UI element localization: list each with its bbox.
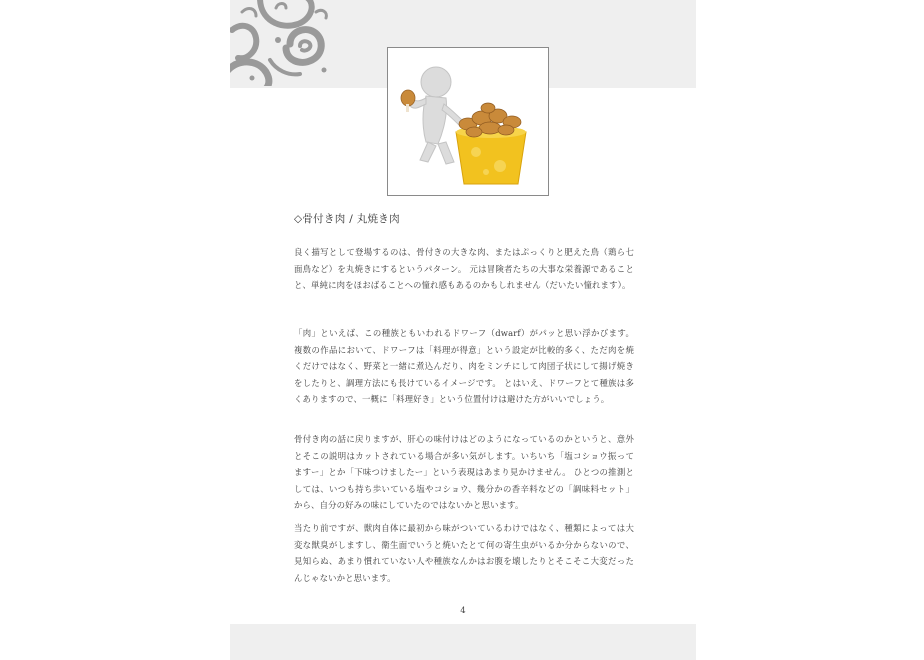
paragraph: 骨付き肉の話に戻りますが、肝心の味付けはどのようになっているのかというと、意外とそこの説明はカットされている場合が多い気がします。いちいち「塩コショウ振ってますー」とか「下味つけましたー」という表現はあまり見かけません。 ひとつの推測としては、いつも持ち歩いている塩やコショウ、幾分かの香辛料などの「調味料セット」から、自分の好みの味にしていたのではないかと思います。 (294, 434, 634, 511)
paragraph: 「肉」といえば、この種族ともいわれるドワーフ（dwarf）がパッと思い浮かびます。 複数の作品において、ドワーフは「料理が得意」という設定が比較的多く、ただ肉を焼くだけではなく、野菜と一緒に煮込んだり、肉をミンチにして肉団子状にして揚げ焼きをしたりと、調理方法にも長けているイメージです。 とはいえ、ドワーフとて種族は多くありますので、一概に「料理好き」という位置付けは避けた方がいいでしょう。 (294, 328, 634, 405)
section-title: ◇骨付き肉 / 丸焼き肉 (294, 213, 400, 225)
page-number: 4 (460, 606, 466, 616)
paragraph: 当たり前ですが、獣肉自体に最初から味がついているわけではなく、種類によっては大変な獣臭がしますし、衛生面でいうと焼いたとて何の寄生虫がいるか分からないので、見知らぬ、あまり慣れていない人や種族なんかはお腹を壊したりとそこそこ大変だったんじゃないかと思います。 (294, 523, 634, 583)
illustration-frame (387, 47, 549, 196)
document-page (230, 0, 696, 660)
paragraph: 良く描写として登場するのは、骨付きの大きな肉、またはぷっくりと肥えた鳥（鶏ら七面鳥など）を丸焼きにするというパターン。 元は冒険者たちの大事な栄養源であることと、単純に肉をほおばることへの憧れ感もあるのかもしれません（だいたい憧れます）。 (294, 247, 634, 291)
swirl-ornament-icon (230, 0, 330, 86)
footer-band (230, 624, 696, 660)
character-with-fried-chicken-bucket-icon (388, 48, 548, 195)
